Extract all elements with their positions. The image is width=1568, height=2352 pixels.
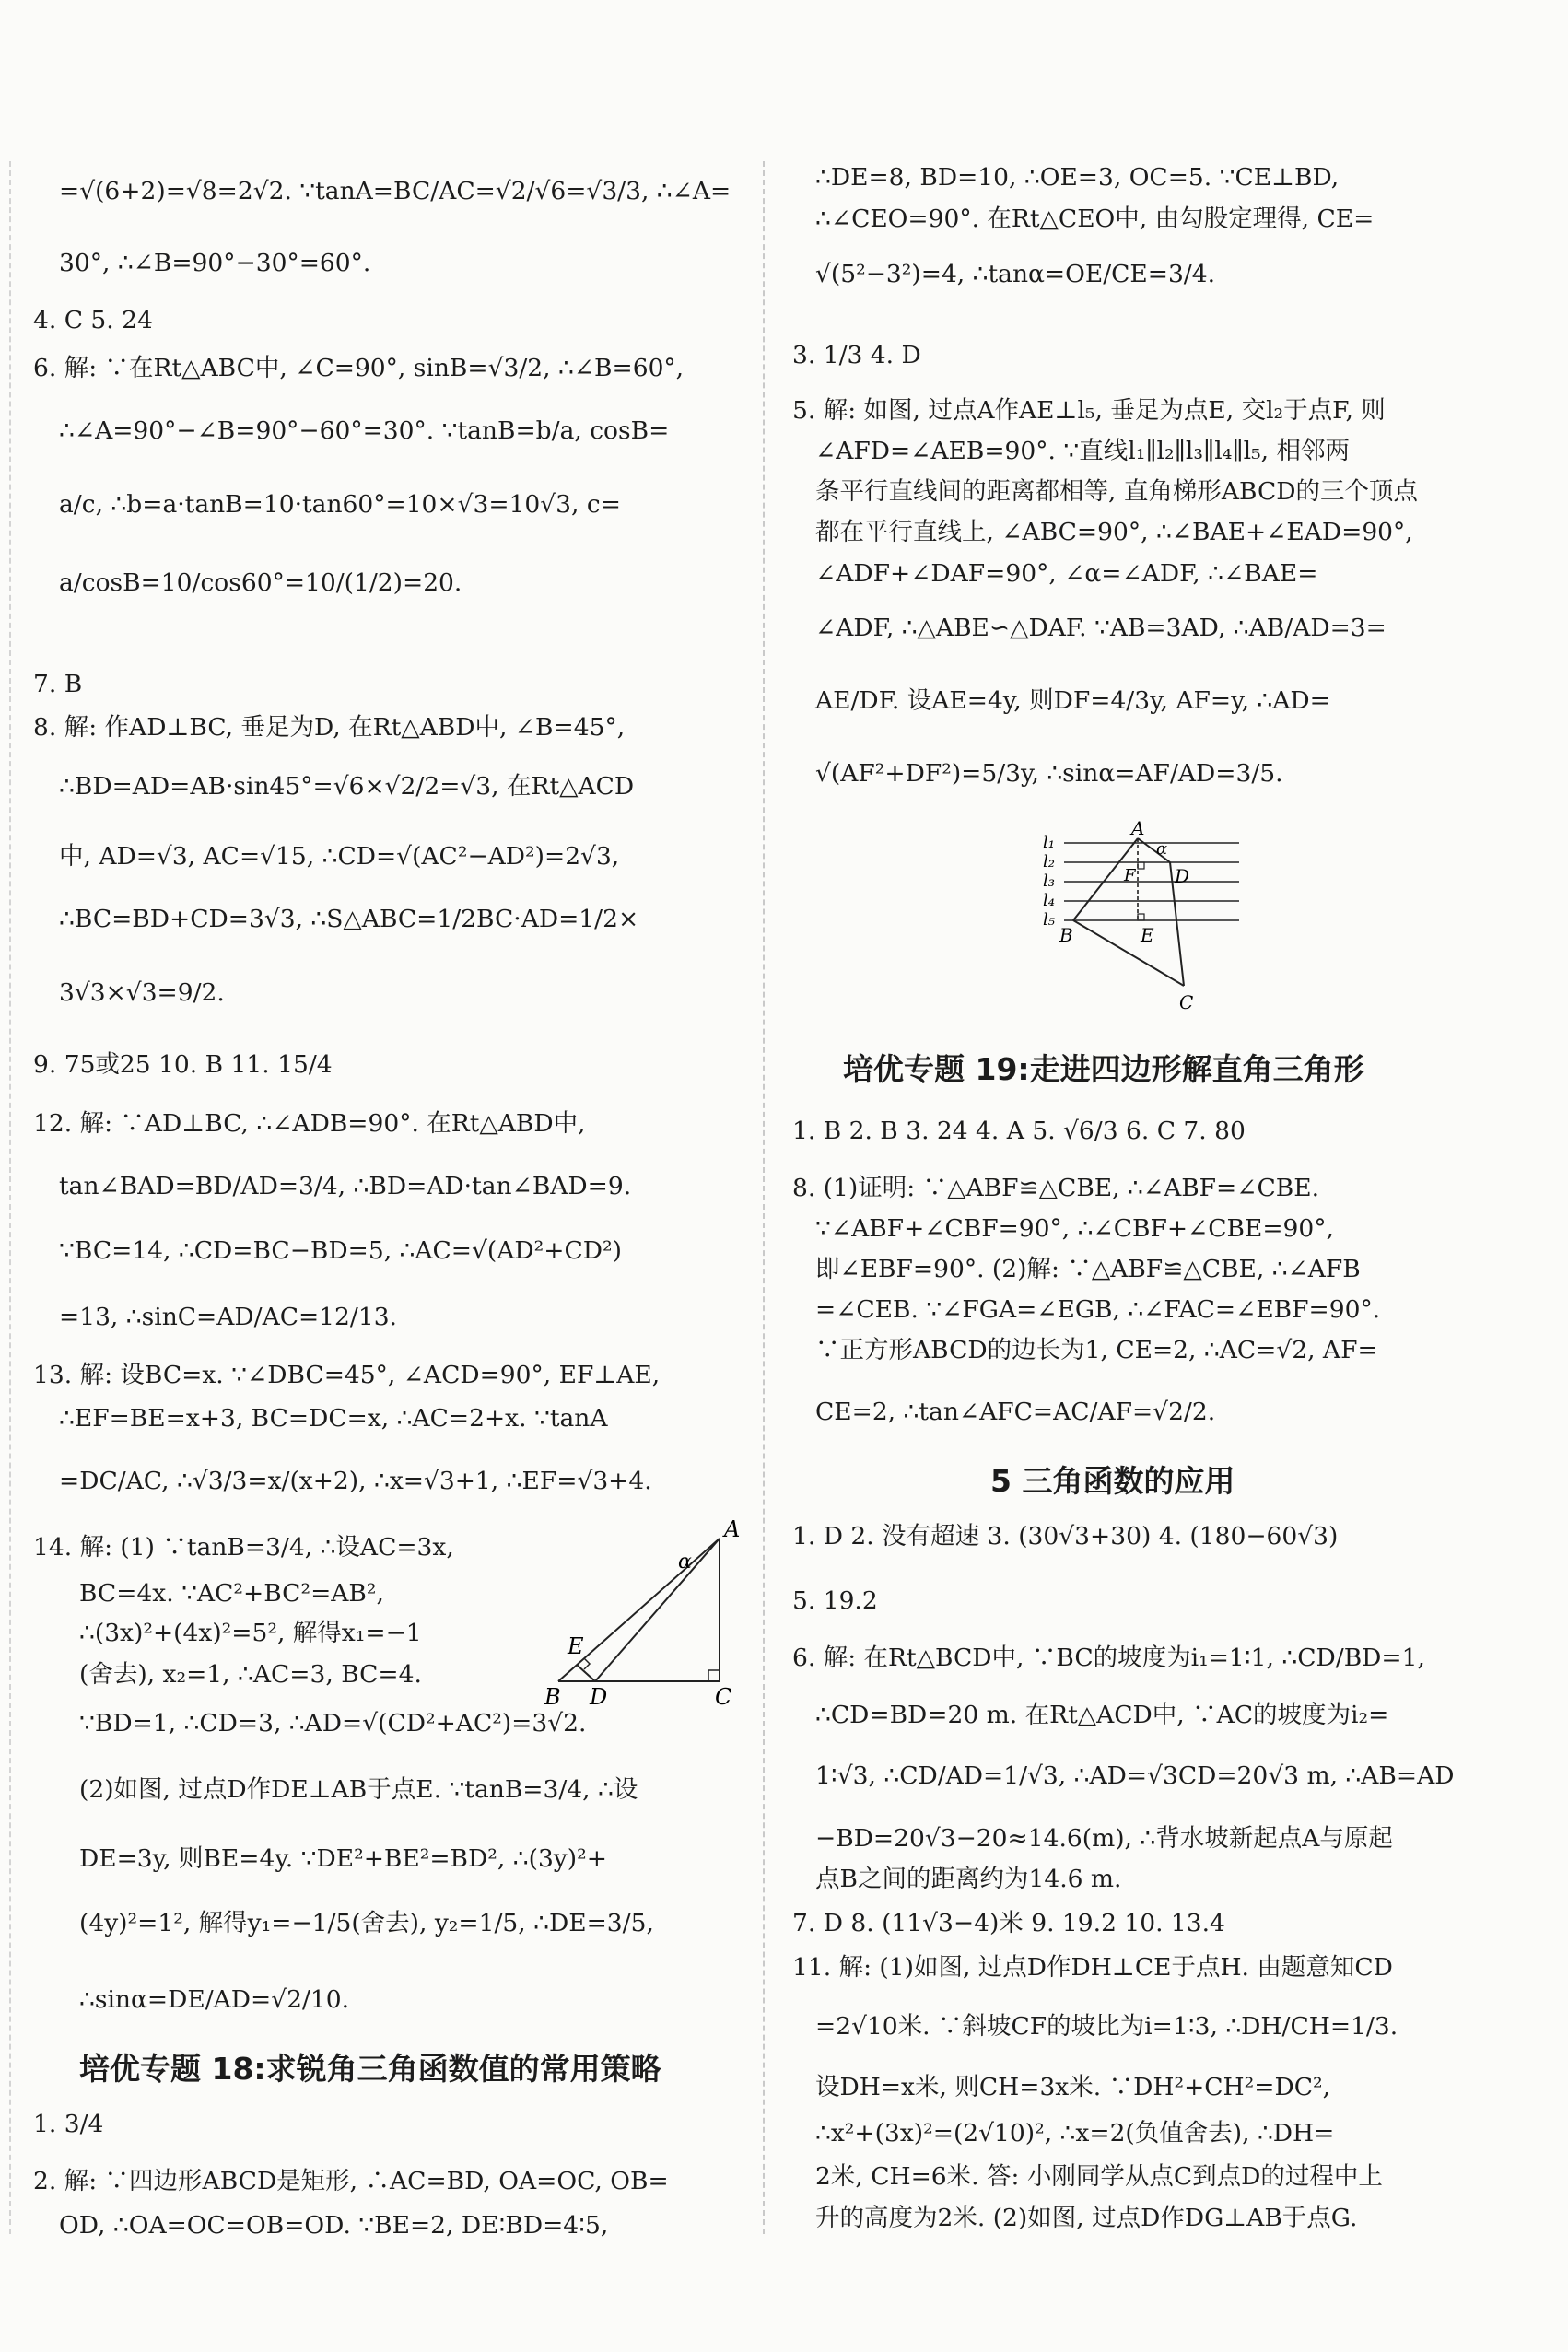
column-divider [763, 161, 765, 2234]
text-line: DE=3y, 则BE=4y. ∵DE²+BE²=BD², ∴(3y)²+ [79, 1844, 607, 1873]
text-line: 7. D 8. (11√3−4)米 9. 19.2 10. 13.4 [792, 1909, 1225, 1937]
right-angle-mark [584, 1658, 590, 1669]
label-e: E [1141, 924, 1154, 946]
text-line: ∠ADF, ∴△ABE∽△DAF. ∵AB=3AD, ∴AB/AD=3= [815, 614, 1387, 642]
right-angle-mark [1138, 862, 1144, 869]
text-line: 3√3×√3=9/2. [59, 978, 225, 1007]
section-heading-19: 培优专题 19:走进四边形解直角三角形 [843, 1051, 1364, 1087]
text-line: 6. 解: 在Rt△BCD中, ∵BC的坡度为i₁=1∶1, ∴CD/BD=1, [792, 1644, 1425, 1672]
triangle-figure-14 [531, 1502, 770, 1710]
text-line: ∴BD=AD=AB·sin45°=√6×√2/2=√3, 在Rt△ACD [59, 772, 635, 801]
label-l2: l₂ [1043, 852, 1055, 872]
text-line: ∴sinα=DE/AD=√2/10. [79, 1985, 350, 2014]
text-line: ∵BC=14, ∴CD=BC−BD=5, ∴AC=√(AD²+CD²) [59, 1236, 622, 1265]
text-line: 都在平行直线上, ∠ABC=90°, ∴∠BAE+∠EAD=90°, [815, 518, 1413, 546]
text-line: tan∠BAD=BD/AD=3/4, ∴BD=AD·tan∠BAD=9. [59, 1172, 632, 1200]
text-line: 9. 75或25 10. B 11. 15/4 [33, 1050, 333, 1079]
text-line: 设DH=x米, 则CH=3x米. ∵DH²+CH²=DC², [815, 2073, 1331, 2101]
text-line: a/c, ∴b=a·tanB=10·tan60°=10×√3=10√3, c= [59, 490, 621, 519]
text-line: 升的高度为2米. (2)如图, 过点D作DG⊥AB于点G. [815, 2204, 1358, 2232]
text-line: ∵∠ABF+∠CBF=90°, ∴∠CBF+∠CBE=90°, [815, 1214, 1334, 1243]
text-line: ∴(3x)²+(4x)²=5², 解得x₁=−1 [79, 1619, 422, 1647]
text-line: =2√10米. ∵斜坡CF的坡比为i=1∶3, ∴DH/CH=1/3. [815, 2012, 1398, 2041]
text-line: 13. 解: 设BC=x. ∵∠DBC=45°, ∠ACD=90°, EF⊥AE, [33, 1361, 661, 1389]
label-a: A [724, 1516, 741, 1542]
text-line: 1∶√3, ∴CD/AD=1/√3, ∴AD=√3CD=20√3 m, ∴AB=AD [815, 1761, 1455, 1790]
text-line: ∴∠A=90°−∠B=90°−60°=30°. ∵tanB=b/a, cosB= [59, 416, 670, 445]
text-line: CE=2, ∴tan∠AFC=AC/AF=√2/2. [815, 1398, 1216, 1426]
text-line: =13, ∴sinC=AD/AC=12/13. [59, 1303, 397, 1331]
text-line: ∴∠CEO=90°. 在Rt△CEO中, 由勾股定理得, CE= [815, 205, 1375, 233]
text-line: ∴DE=8, BD=10, ∴OE=3, OC=5. ∵CE⊥BD, [815, 163, 1340, 192]
text-line: 8. (1)证明: ∵△ABF≌△CBE, ∴∠ABF=∠CBE. [792, 1174, 1319, 1202]
text-line: −BD=20√3−20≈14.6(m), ∴背水坡新起点A与原起 [815, 1824, 1393, 1853]
text-line: 点B之间的距离约为14.6 m. [815, 1865, 1122, 1893]
text-line: ∴CD=BD=20 m. 在Rt△ACD中, ∵AC的坡度为i₂= [815, 1701, 1389, 1729]
text-line: ∴x²+(3x)²=(2√10)², ∴x=2(负值舍去), ∴DH= [815, 2119, 1335, 2147]
text-line: 3. 1/3 4. D [792, 341, 921, 369]
label-e: E [568, 1633, 584, 1659]
label-a: A [1131, 817, 1145, 839]
text-line: 14. 解: (1) ∵tanB=3/4, ∴设AC=3x, [33, 1533, 454, 1562]
text-line: ∴EF=BE=x+3, BC=DC=x, ∴AC=2+x. ∵tanA [59, 1404, 608, 1433]
text-line: (4y)²=1², 解得y₁=−1/5(舍去), y₂=1/5, ∴DE=3/5, [79, 1909, 654, 1937]
right-angle-mark [1138, 914, 1144, 920]
text-line: 6. 解: ∵在Rt△ABC中, ∠C=90°, sinB=√3/2, ∴∠B=60°, [33, 354, 685, 382]
text-line: BC=4x. ∵AC²+BC²=AB², [79, 1579, 384, 1608]
text-line: 1. D 2. 没有超速 3. (30√3+30) 4. (180−60√3) [792, 1522, 1339, 1550]
text-line: ∵BD=1, ∴CD=3, ∴AD=√(CD²+AC²)=3√2. [79, 1709, 587, 1738]
text-line: √(5²−3²)=4, ∴tanα=OE/CE=3/4. [815, 260, 1216, 288]
segment-ab [558, 1539, 720, 1681]
text-line: 8. 解: 作AD⊥BC, 垂足为D, 在Rt△ABD中, ∠B=45°, [33, 713, 626, 742]
segment-bc [1073, 920, 1184, 986]
text-line: =DC/AC, ∴√3/3=x/(x+2), ∴x=√3+1, ∴EF=√3+4. [59, 1467, 652, 1495]
text-line: (舍去), x₂=1, ∴AC=3, BC=4. [79, 1660, 422, 1689]
margin-line [9, 161, 11, 2234]
label-d: D [590, 1684, 608, 1710]
label-d: D [1175, 865, 1190, 887]
label-l1: l₁ [1043, 833, 1055, 852]
text-line: 30°, ∴∠B=90°−30°=60°. [59, 249, 371, 277]
text-line: 4. C 5. 24 [33, 306, 153, 334]
label-c: C [715, 1684, 732, 1710]
parallel-lines-figure [1032, 817, 1271, 1023]
text-line: 1. 3/4 [33, 2110, 104, 2138]
text-line: ∠AFD=∠AEB=90°. ∵直线l₁∥l₂∥l₃∥l₄∥l₅, 相邻两 [815, 437, 1351, 465]
text-line: (2)如图, 过点D作DE⊥AB于点E. ∵tanB=3/4, ∴设 [79, 1775, 638, 1804]
label-b: B [1059, 924, 1073, 946]
text-line: ∠ADF+∠DAF=90°, ∠α=∠ADF, ∴∠BAE= [815, 559, 1318, 588]
label-c: C [1179, 991, 1194, 1013]
text-line: 条平行直线间的距离都相等, 直角梯形ABCD的三个顶点 [815, 477, 1418, 506]
text-line: 5. 解: 如图, 过点A作AE⊥l₅, 垂足为点E, 交l₂于点F, 则 [792, 396, 1386, 425]
label-l4: l₄ [1043, 891, 1055, 910]
section-heading-5: 5 三角函数的应用 [990, 1463, 1235, 1499]
section-heading-18: 培优专题 18:求锐角三角函数值的常用策略 [79, 2051, 661, 2087]
right-angle-mark [708, 1670, 720, 1681]
label-b: B [544, 1684, 561, 1710]
text-line: ∴BC=BD+CD=3√3, ∴S△ABC=1/2BC·AD=1/2× [59, 905, 639, 933]
text-line: OD, ∴OA=OC=OB=OD. ∵BE=2, DE∶BD=4∶5, [59, 2211, 609, 2240]
text-line: 11. 解: (1)如图, 过点D作DH⊥CE于点H. 由题意知CD [792, 1953, 1393, 1982]
text-line: 1. B 2. B 3. 24 4. A 5. √6/3 6. C 7. 80 [792, 1117, 1246, 1145]
text-line: 5. 19.2 [792, 1586, 878, 1615]
text-line: 2米, CH=6米. 答: 小刚同学从点C到点D的过程中上 [815, 2162, 1383, 2191]
text-line: a/cosB=10/cos60°=10/(1/2)=20. [59, 568, 462, 597]
label-f: F [1124, 866, 1136, 885]
label-l5: l₅ [1043, 910, 1055, 930]
label-alpha: α [678, 1550, 692, 1574]
text-line: ∵正方形ABCD的边长为1, CE=2, ∴AC=√2, AF= [815, 1336, 1378, 1364]
text-line: 即∠EBF=90°. (2)解: ∵△ABF≌△CBE, ∴∠AFB [815, 1255, 1361, 1283]
text-line: 2. 解: ∵四边形ABCD是矩形, ∴AC=BD, OA=OC, OB= [33, 2167, 669, 2195]
label-l3: l₃ [1043, 872, 1055, 891]
text-line: =√(6+2)=√8=2√2. ∵tanA=BC/AC=√2/√6=√3/3, ∴∠A= [59, 177, 731, 205]
text-line: 中, AD=√3, AC=√15, ∴CD=√(AC²−AD²)=2√3, [59, 842, 620, 871]
text-line: 7. B [33, 670, 83, 698]
segment-ad [595, 1539, 720, 1681]
label-alpha: α [1156, 839, 1168, 859]
text-line: AE/DF. 设AE=4y, 则DF=4/3y, AF=y, ∴AD= [815, 686, 1330, 715]
text-line: √(AF²+DF²)=5/3y, ∴sinα=AF/AD=3/5. [815, 759, 1283, 788]
text-line: =∠CEB. ∵∠FGA=∠EGB, ∴∠FAC=∠EBF=90°. [815, 1295, 1381, 1324]
text-line: 12. 解: ∵AD⊥BC, ∴∠ADB=90°. 在Rt△ABD中, [33, 1109, 586, 1138]
